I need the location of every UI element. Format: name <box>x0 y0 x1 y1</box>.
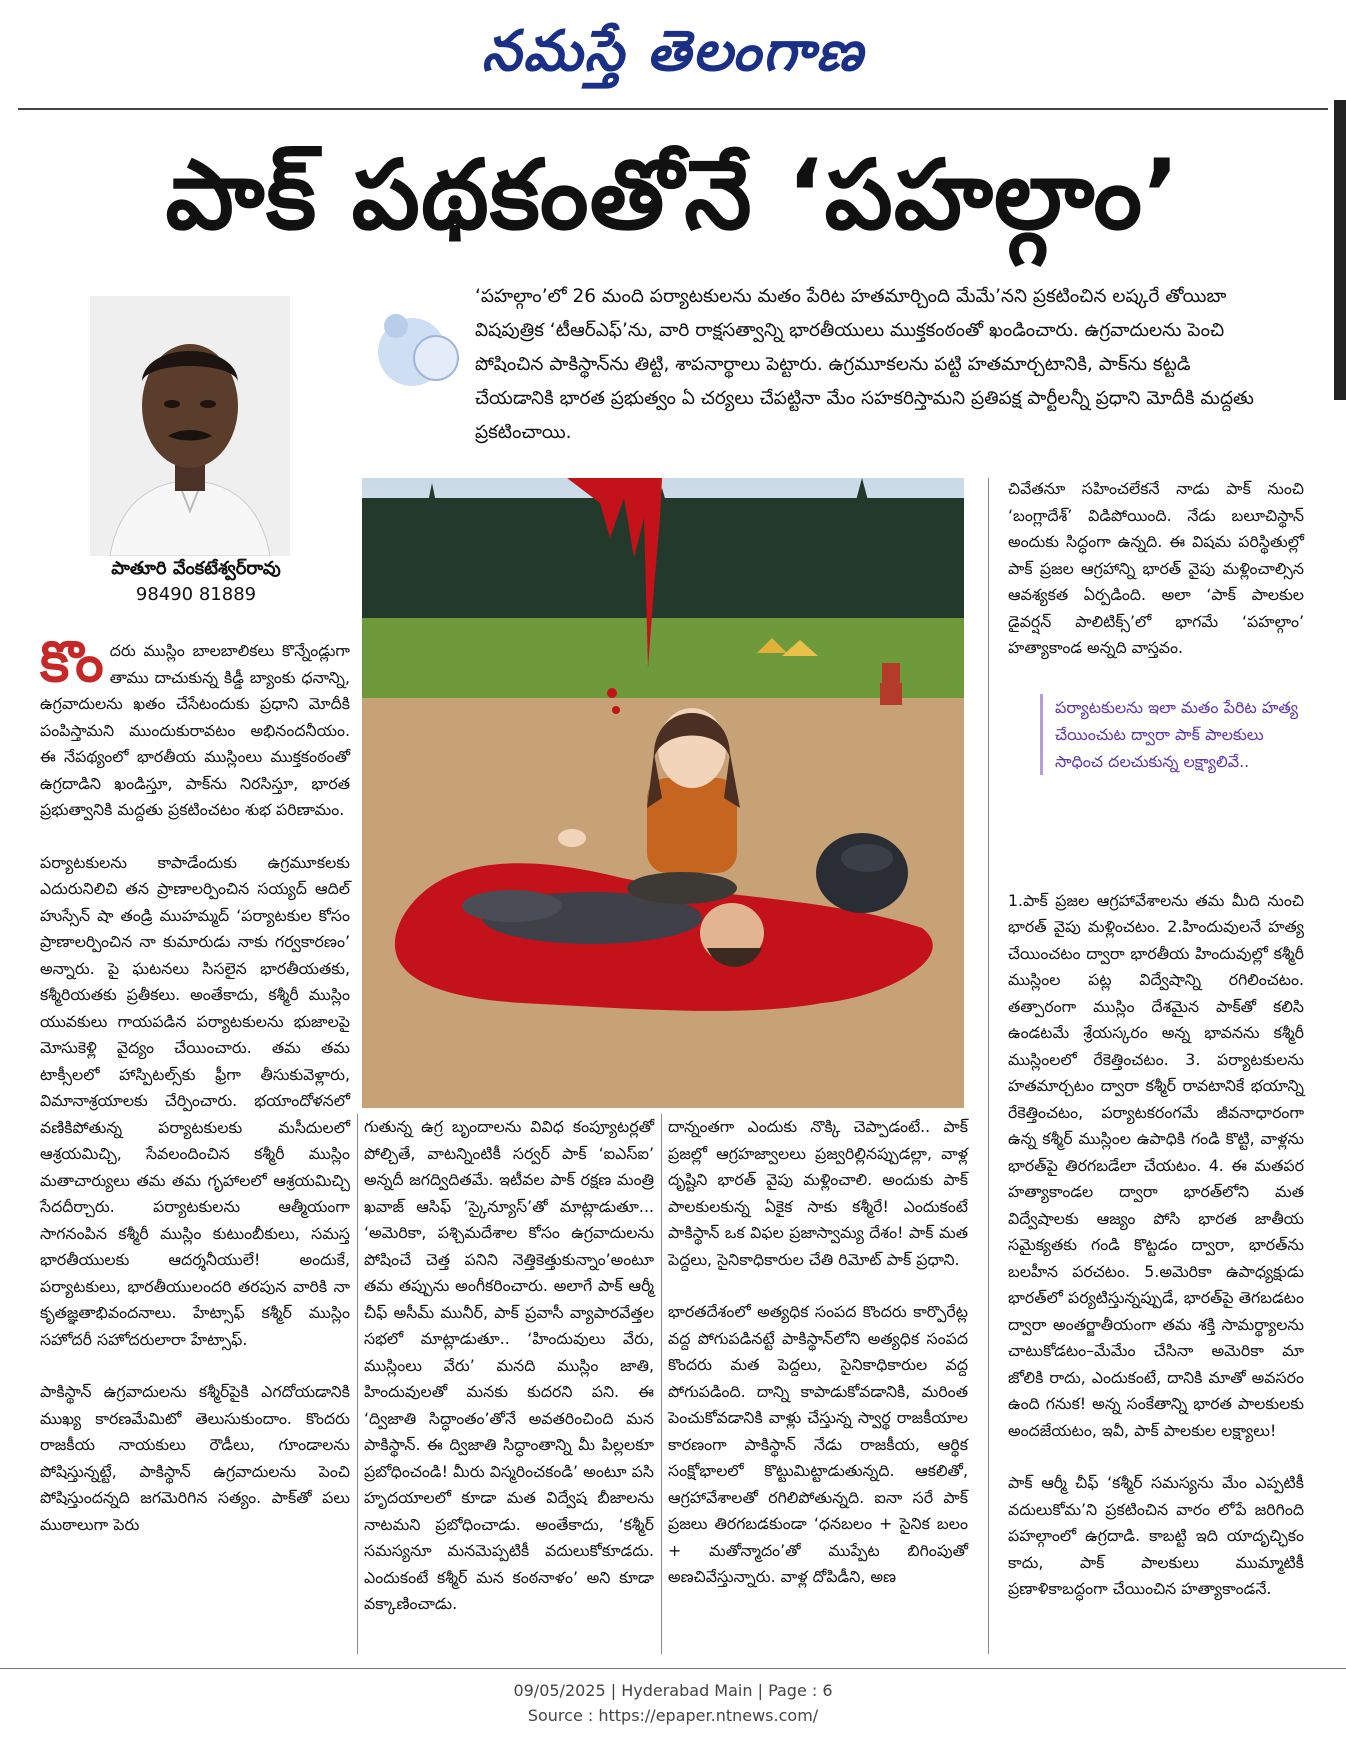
column-divider <box>357 1114 358 1654</box>
article-column-3 <box>668 1114 968 1617</box>
article-column-2 <box>364 1114 654 1644</box>
paragraph: దాన్నంతగా ఎందుకు నొక్కి చెప్పాడంటే.. పాక్ ప్రజల్లో ఆగ్రహజ్వాలలు ప్రజ్వరిల్లినప్పుడల్లా, వాళ్ల దృష్టిని భారత్ వైపు మళ్లించాలి. అందుకు పాక్ పాలకులకున్న ఏకైక సాకు కశ్మీరే! ఎందుకంటే పాకిస్థాన్ ఒక విఫల ప్రజాస్వామ్య దేశం! పాక్ మత పెద్దలు, సైనికాధికారుల చేతి రిమోట్ పాక్ ప్రధాని. <box>668 1117 968 1269</box>
article-column-1 <box>40 630 350 1564</box>
dropcap: కొం <box>40 630 104 695</box>
paragraph: పాకిస్థాన్ ఉగ్రవాదులను కశ్మీర్‌పైకి ఎగదోయడానికి ముఖ్య కారణమేమిటో తెలుసుకుందాం. కొందరు రాజకీయ నాయకులు రౌడీలు, గూండాలను పోషిస్తున్నట్టే, పాకిస్థాన్ ఉగ్రవాదులను పెంచి పోషిస్తుందన్నది జగమెరిగిన సత్యం. పాక్‌తో పలు ముఠాలుగా పెరు <box>40 1382 350 1534</box>
intro-text: ‘పహల్గాం’లో 26 మంది పర్యాటకులను మతం పేరిట హతమార్చింది మేమే’నని ప్రకటించిన లష్కరే తోయిబా విషపుత్రిక ‘టీఆర్‌ఎఫ్’ను, వారి రాక్షసత్వాన్ని భారతీయులు ముక్తకంఠంతో ఖండించారు. ఉగ్రవాదులను పెంచి పోషించిన పాకిస్థాన్‌ను తిట్టి, శాపనార్థాలు పెట్టారు. ఉగ్రమూకలను పట్టి హతమార్చటానికి, పాక్‌ను కట్టడి చేయడానికి భారత ప్రభుత్వం ఏ చర్యలు చేపట్టినా మేం సహకరిస్తామని ప్రతిపక్ష పార్టీలన్నీ ప్రధాని మోదీకి మద్దతు ప్రకటించాయి. <box>475 286 1254 443</box>
masthead-rule <box>18 108 1328 110</box>
paragraph: చివేతనూ సహించలేకనే నాడు పాక్ నుంచి ‘బంగ్లాదేశ్’ విడిపోయింది. నేడు బలూచిస్థాన్ అందుకు సిద్ధంగా ఉన్నది. ఈ విషమ పరిస్థితుల్లో పాక్ ప్రజల ఆగ్రహాన్ని భారత్ వైపు మళ్లించాల్సిన ఆవశ్యకత ఏర్పడింది. అలా ‘పాక్ పాలకుల డైవర్షన్ పాలిటిక్స్’లో భాగమే ‘పహల్గాం’ హత్యాకాండ అన్నది వాస్తవం. <box>1008 479 1304 657</box>
author-photo <box>90 296 290 556</box>
intro-paragraph <box>475 280 1275 450</box>
paragraph-text: దరు ముస్లిం బాలబాలికలు కొన్నేండ్లుగా తాము దాచుకున్న కిడ్డీ బ్యాంకు ధనాన్ని, ఉగ్రవాదులను ఖతం చేసేటందుకు ప్రధాని మోదీకి పంపిస్తామని ముందుకురావటం అభినందనీయం. ఈ నేపథ్యంలో భారతీయ ముస్లింలు ముక్తకంఠంతో ఉగ్రదాడిని ఖండిస్తూ, పాక్‌ను నిరసిస్తూ, భారత ప్రభుత్వానికి మద్దతు ప్రకటించటం శుభ పరిణామం. <box>40 641 350 819</box>
footer-source: Source : https://epaper.ntnews.com/ <box>527 1706 819 1725</box>
author-name: పాతూరి వేంకటేశ్వర్‌రావు <box>111 558 281 579</box>
pull-quote: పర్యాటకులను ఇలా మతం పేరిట హత్య చేయించుట ద్వారా పాక్ పాలకులు సాధించ దలచుకున్న లక్ష్యాలివే.. <box>1040 694 1305 775</box>
decorative-circles <box>370 300 470 400</box>
column-divider <box>661 1114 662 1654</box>
footer-rule <box>0 1668 1346 1669</box>
paragraph: పర్యాటకులను కాపాడేందుకు ఉగ్రమూకలకు ఎదురునిలిచి తన ప్రాణాలర్పించిన సయ్యద్ ఆదిల్ హుస్సేన్ షా తండ్రి ముహమ్మద్ ‘పర్యాటకుల కోసం ప్రాణాలర్పించిన నా కుమారుడు నాకు గర్వకారణం’ అన్నారు. పై ఘటనలు సిసలైన భారతీయతకు, కశ్మీరియతకు ప్రతీకలు. అంతేకాదు, కశ్మీరీ ముస్లిం యువకులు గాయపడిన పర్యాటకులను భుజాలపై మోసుకెళ్లి వైద్యం చేయించారు. తమ తమ టాక్సీలలో హాస్పిటల్స్‌కు ఫ్రీగా తీసుకువెళ్లారు, విమానాశ్రయాలకు చేర్పించారు. భయాందోళనలో వణికిపోతున్న పర్యాటకులకు మసీదులలో ఆశ్రయమిచ్చి, సేవలందించిన కశ్మీరీ ముస్లిం మతాచార్యులు తమ తమ గృహాలలో ఆశ్రయమిచ్చి సేదదీర్చారు. పర్యాటకులను ఆత్మీయంగా సాగనంపిన కశ్మీరీ ముస్లిం కుటుంబీకులు, సమస్త భారతీయులకు ఆదర్శనీయులే! అందుకే, పర్యాటకులు, భారతీయులందరి తరపున వారికి నా కృతజ్ఞతాభివందనాలు. హేట్సాఫ్ కశ్మీర్ ముస్లిం సహోదరీ సహోదరులారా హేట్సాఫ్. <box>40 852 350 1349</box>
paragraph: భారతదేశంలో అత్యధిక సంపద కొందరు కార్పొరేట్ల వద్ద పోగుపడినట్టే పాకిస్థాన్‌లోని అత్యధిక సంపద కొందరు మత పెద్దలు, సైనికాధికారుల వద్ద పోగుపడింది. దాన్ని కాపాడుకోవడానికి, మరింత పెంచుకోవడానికి వాళ్లు చేస్తున్న స్వార్థ రాజకీయాల కారణంగా పాకిస్థాన్ నేడు రాజకీయ, ఆర్థిక సంక్షోభాలలో కొట్టుమిట్టాడుతున్నది. ఆకలితో, ఆగ్రహావేశాలతో రగిలిపోతున్నది. ఐనా సరే పాక్ ప్రజలు తిరగబడకుండా ‘ధనబలం + సైనిక బలం + మతోన్మాదం’తో ముప్పేట బిగింపుతో అణచివేస్తున్నారు. వాళ్ల దోపిడీని, అణ <box>668 1302 968 1586</box>
paragraph: గుతున్న ఉగ్ర బృందాలను వివిధ కంప్యూటర్లతో పోల్చితే, వాటన్నింటికీ సర్వర్ పాక్ ‘ఐఎస్‌ఐ’ అన్నదీ జగద్విదితమే. ఇటీవల పాక్ రక్షణ మంత్రి ఖవాజ్ ఆసిఫ్ ‘స్కైన్యూస్’తో మాట్లాడుతూ... ‘అమెరికా, పశ్చిమదేశాల కోసం ఉగ్రవాదులను పోషించే చెత్త పనిని నెత్తికెత్తుకున్నాం’అంటూ తమ తప్పును అంగీకరించారు. అలాగే పాక్ ఆర్మీ చీఫ్ అసీమ్ మునీర్, పాక్ ప్రవాసీ వ్యాపారవేత్తల సభలో మాట్లాడుతూ.. ‘హిందువులు వేరు, ముస్లింలు వేరు’ మనది ముస్లిం జాతి, హిందువులతో మనకు కుదరని పని. ఈ ‘ద్విజాతి సిద్ధాంతం’తోనే అవతరించింది మన పాకిస్థాన్. ఈ ద్విజాతి సిద్ధాంతాన్ని మీ పిల్లలకూ ప్రబోధించండి! మీరు విస్మరించకండి’ అంటూ పసి హృదయాలలో కూడా మత విద్వేష బీజాలను నాటమని ప్రబోధించాడు. అంతేకాదు, ‘కశ్మీర్ సమస్యనూ మనమెప్పటికీ వదులుకోకూడదు. ఎందుకంటే కశ్మీర్ మన కంఠనాళం’ అని కూడా వక్కాణించాడు. <box>364 1117 654 1613</box>
column-divider <box>988 478 989 1654</box>
author-phone: 98490 81889 <box>135 584 257 605</box>
footer-dateline: 09/05/2025 | Hyderabad Main | Page : 6 <box>513 1681 833 1700</box>
article-illustration <box>362 478 964 1108</box>
masthead-logo: నమస్తే తెలంగాణ <box>481 18 865 84</box>
paragraph: పాక్ ఆర్మీ చీఫ్ ‘కశ్మీర్ సమస్యను మేం ఎప్పటికీ వదులుకోమ’ని ప్రకటించిన వారం లోపే జరిగింది పహల్గాంలో ఉగ్రదాడి. కాబట్టి ఇది యాదృచ్ఛికం కాదు, పాక్ పాలకులు ముమ్మాటికీ ప్రణాళికాబద్ధంగా చేయించిన హత్యాకాండనే. <box>1008 1473 1304 1598</box>
adjacent-page-edge <box>1334 100 1346 400</box>
headline: పాక్ పథకంతోనే ‘పహల్గాం’ <box>165 139 1181 251</box>
paragraph: 1.పాక్ ప్రజల ఆగ్రహావేశాలను తమ మీది నుంచి భారత్ వైపు మళ్లించటం. 2.హిందువులనే హత్య చేయించటం ద్వారా భారతీయ హిందువుల్లో కశ్మీరీ ముస్లింల పట్ల విద్వేషాన్ని రగిలించటం. తత్పారంగా ముస్లిం దేశమైన పాక్‌తో కలిసి ఉండటమే శ్రేయస్కరం అన్న భావనను కశ్మీరీ ముస్లింలలో రేకెత్తించటం. 3. పర్యాటకులను హతమార్చటం ద్వారా కశ్మీర్ రావటానికే భయాన్ని రేకెత్తించటం, పర్యాటకరంగమే జీవనాధారంగా ఉన్న కశ్మీర్ ముస్లింల ఉపాధికి గండి కొట్టి, వాళ్లను భారత్‌పై తిరగబడేలా చేయటం. 4. ఈ మతపర హత్యాకాండల ద్వారా భారత్‌లోని మత విద్వేషాలకు ఆజ్యం పోసి భారత జాతీయ సమైక్యతకు గండి కొట్టడం ద్వారా, భారత్‌ను బలహీన పరచటం. 5.అమెరికా ఉపాధ్యక్షుడు భారత్‌లో పర్యటిస్తున్నప్పుడే, భారత్‌పై తెగబడటం ద్వారా అంతర్జాతీయంగా తమ శక్తి సామర్థ్యాలను చాటుకోడటం–మేమేం చేసినా అమెరికా మా జోలికి రాదు, ఎందుకంటే, దానికి మాతో అవసరం ఉంది గనుక! అన్న సంకేతాన్ని భారత పాలకులకు అందజేయటం, ఇవీ, పాక్ పాలకుల లక్ష్యాలు! <box>1008 890 1304 1440</box>
paragraph <box>40 630 350 824</box>
article-column-4 <box>1008 476 1304 1629</box>
